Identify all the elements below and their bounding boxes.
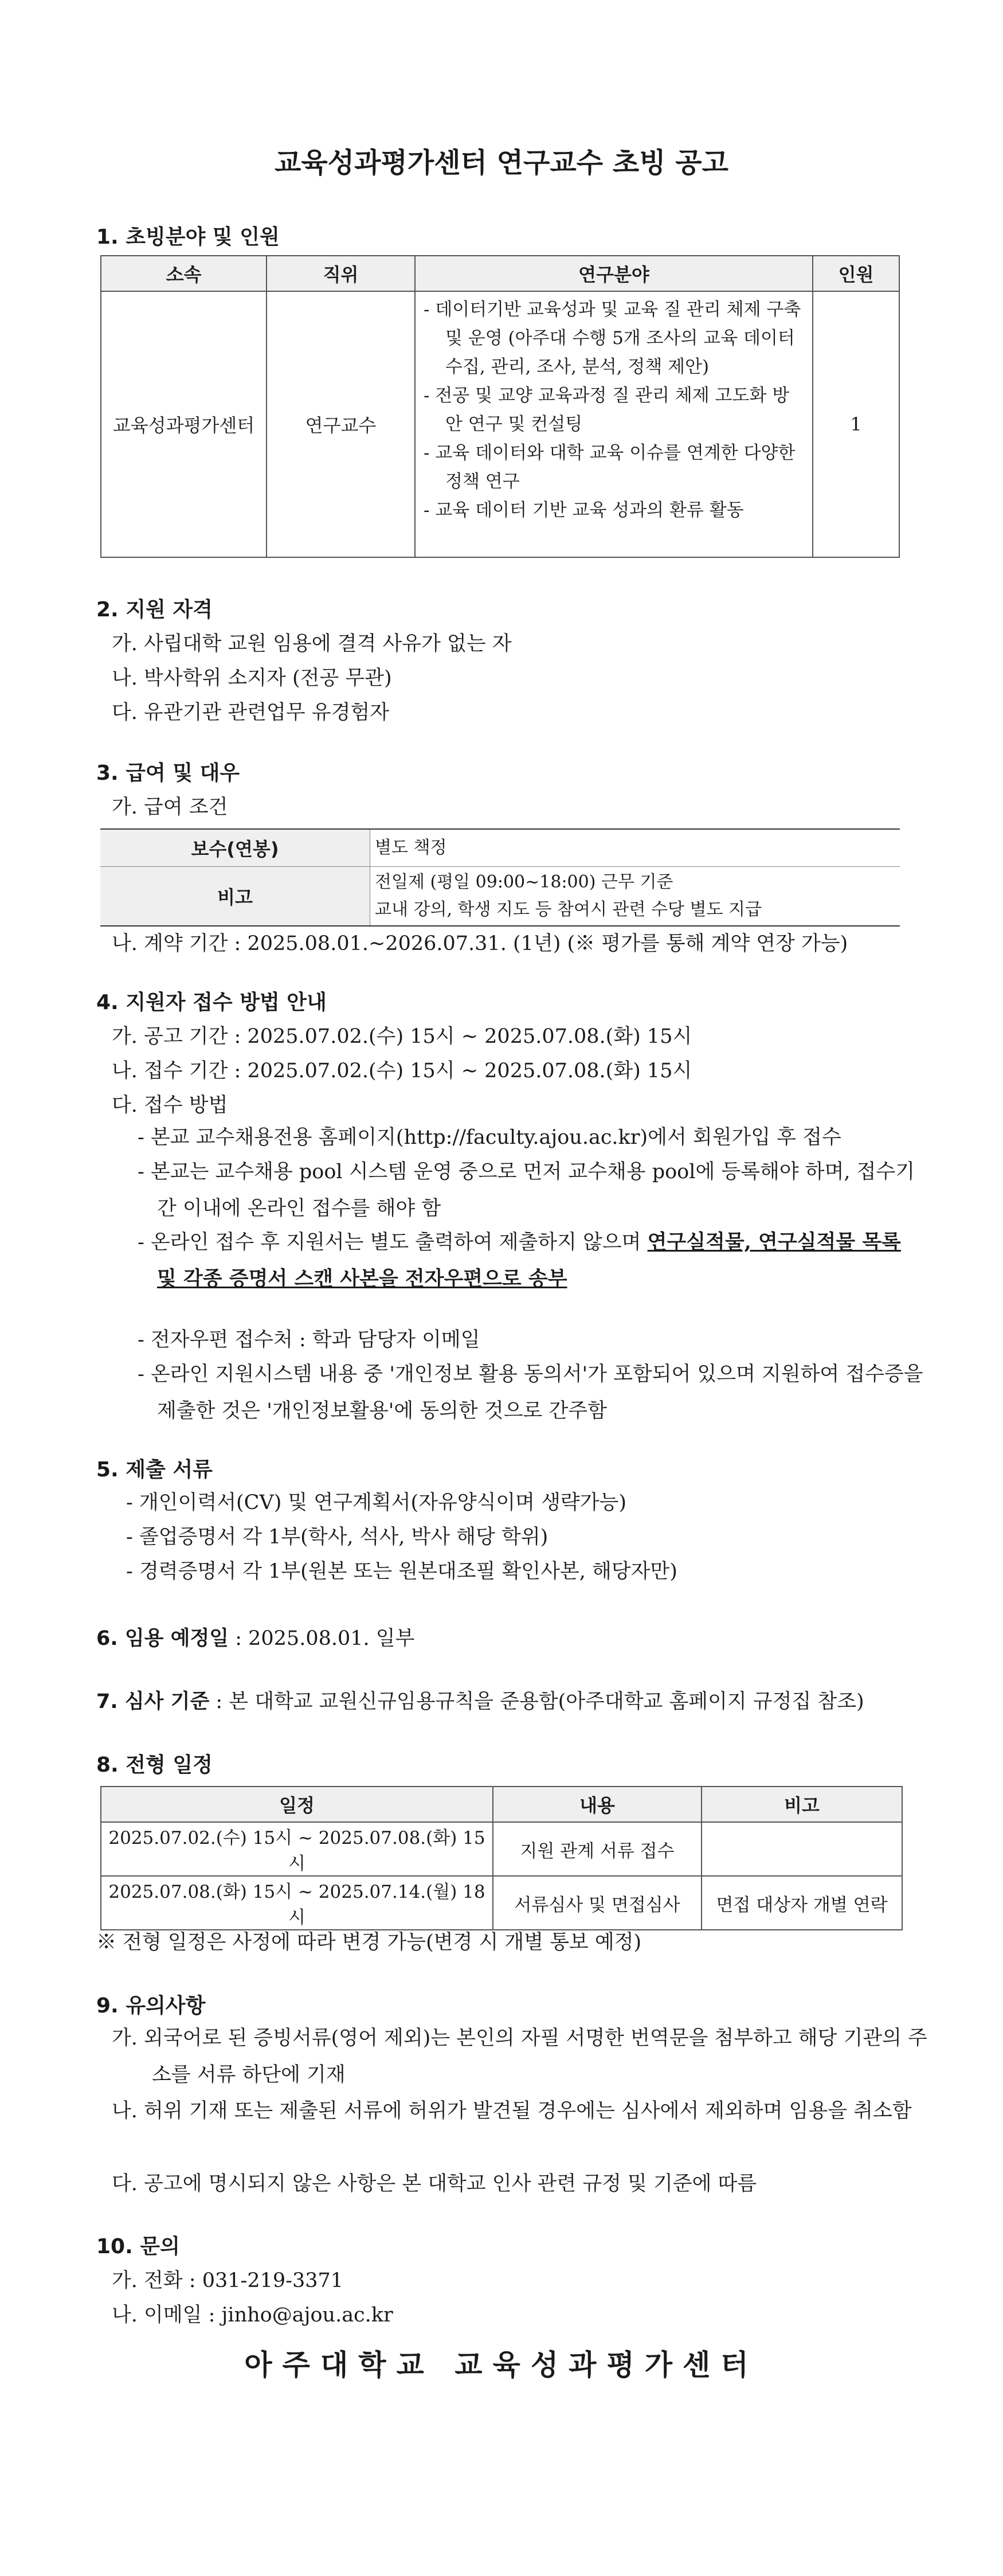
section-10-heading: 10. 문의 <box>96 2235 180 2258</box>
research-area-item: - 데이터기반 교육성과 및 교육 질 관리 체제 구축 및 운영 (아주대 수행 5개 조사의 교육 데이터 수집, 관리, 조사, 분석, 정책 제안) <box>424 299 801 377</box>
document-item: - 졸업증명서 각 1부(학사, 석사, 박사 해당 학위) <box>126 1526 548 1549</box>
qualification-item: 다. 유관기관 관련업무 유경험자 <box>112 701 390 724</box>
qualification-item: 나. 박사학위 소지자 (전공 무관) <box>112 667 392 690</box>
section-9-heading: 9. 유의사항 <box>96 1994 206 2018</box>
header-position: 직위 <box>267 256 415 291</box>
table-header-row <box>101 256 899 291</box>
section-3-heading: 3. 급여 및 대우 <box>96 761 240 785</box>
recruitment-table <box>100 255 900 558</box>
pay-value: 별도 책정 <box>370 829 900 867</box>
method-bullet-text: - 온라인 접수 후 지원서는 별도 출력하여 제출하지 않으며 <box>138 1231 648 1254</box>
section-4-heading: 4. 지원자 접수 방법 안내 <box>96 991 327 1014</box>
section-7-heading: 7. 심사 기준 <box>96 1690 210 1713</box>
schedule-note: ※ 전형 일정은 사정에 따라 변경 가능(변경 시 개별 통보 예정) <box>96 1931 642 1954</box>
header-content: 내용 <box>493 1787 702 1822</box>
notice-item: 다. 공고에 명시되지 않은 사항은 본 대학교 인사 관련 규정 및 기준에 따름 <box>112 2172 757 2195</box>
notice-item: 가. 외국어로 된 증빙서류(영어 제외)는 본인의 자필 서명한 번역문을 첨부하고 해당 기관의 주소를 서류 하단에 기재 <box>112 2027 927 2086</box>
header-remark: 비고 <box>702 1787 902 1822</box>
section-8-heading: 8. 전형 일정 <box>96 1753 213 1777</box>
section-1-heading: 1. 초빙분야 및 인원 <box>96 225 280 249</box>
note-row <box>100 867 900 927</box>
header-schedule: 일정 <box>101 1787 493 1822</box>
header-count: 인원 <box>813 256 899 291</box>
schedule-table <box>100 1786 903 1930</box>
table-row <box>101 291 899 557</box>
research-area-item: - 교육 데이터 기반 교육 성과의 환류 활동 <box>424 500 744 521</box>
dept-cell: 교육성과평가센터 <box>101 291 267 557</box>
method-bullet <box>138 1224 925 1297</box>
pay-table <box>100 828 900 927</box>
pay-row <box>100 829 900 867</box>
section-2-heading: 2. 지원 자격 <box>96 598 213 621</box>
note-line: 전일제 (평일 09:00~18:00) 근무 기준 <box>375 872 673 892</box>
review-criteria-value: : 본 대학교 교원신규임용규칙을 준용함(아주대학교 홈페이지 규정집 참조) <box>209 1690 864 1713</box>
research-area-item: - 전공 및 교양 교육과정 질 관리 체제 고도화 방안 연구 및 컨설팅 <box>424 385 790 435</box>
table-header-row <box>101 1787 902 1822</box>
application-period: 나. 접수 기간 : 2025.07.02.(수) 15시 ~ 2025.07.08.(화) 15시 <box>112 1060 692 1082</box>
issuer-footer: 아주대학교 교육성과평가센터 <box>244 2348 759 2382</box>
method-bullet: - 온라인 지원시스템 내용 중 '개인정보 활용 동의서'가 포함되어 있으며 지원하여 접수증을 제출한 것은 '개인정보활용'에 동의한 것으로 간주함 <box>138 1363 923 1422</box>
qualification-item: 가. 사립대학 교원 임용에 결격 사유가 없는 자 <box>112 632 512 655</box>
section-5-heading: 5. 제출 서류 <box>96 1458 213 1482</box>
header-dept: 소속 <box>101 256 267 291</box>
document-item: - 경력증명서 각 1부(원본 또는 원본대조필 확인사본, 해당자만) <box>126 1560 677 1583</box>
method-bullet: - 본교 교수채용전용 홈페이지(http://faculty.ajou.ac.kr)에서 회원가입 후 접수 <box>138 1126 841 1149</box>
method-bullet: - 본교는 교수채용 pool 시스템 운영 중으로 먼저 교수채용 pool에 등록해야 하며, 접수기간 이내에 온라인 접수를 해야 함 <box>138 1160 915 1220</box>
schedule-cell: 2025.07.02.(수) 15시 ~ 2025.07.08.(화) 15시 <box>101 1822 493 1876</box>
remark-cell <box>702 1822 902 1876</box>
note-line: 교내 강의, 학생 지도 등 참여시 관련 수당 별도 지급 <box>375 900 762 920</box>
page-title: 교육성과평가센터 연구교수 초빙 공고 <box>274 147 729 179</box>
header-research-area: 연구분야 <box>415 256 813 291</box>
position-cell: 연구교수 <box>267 291 415 557</box>
appointment-date-value: : 2025.08.01. 일부 <box>229 1627 415 1650</box>
contract-period: 나. 계약 기간 : 2025.08.01.~2026.07.31. (1년) (※ 평가를 통해 계약 연장 가능) <box>112 932 848 955</box>
content-cell: 서류심사 및 면접심사 <box>493 1876 702 1930</box>
count-cell: 1 <box>813 291 899 557</box>
method-bullet: - 전자우편 접수처 : 학과 담당자 이메일 <box>138 1328 480 1351</box>
note-value <box>370 867 900 927</box>
notice-period: 가. 공고 기간 : 2025.07.02.(수) 15시 ~ 2025.07.08.(화) 15시 <box>112 1025 692 1048</box>
contact-email: 나. 이메일 : jinho@ajou.ac.kr <box>112 2304 393 2327</box>
appointment-date <box>96 1623 414 1651</box>
pay-condition-label: 가. 급여 조건 <box>112 796 228 819</box>
note-label: 비고 <box>100 867 370 927</box>
content-cell: 지원 관계 서류 접수 <box>493 1822 702 1876</box>
pay-label: 보수(연봉) <box>100 829 370 867</box>
section-6-heading: 6. 임용 예정일 <box>96 1627 229 1650</box>
application-method-label: 다. 접수 방법 <box>112 1094 228 1117</box>
research-area-item: - 교육 데이터와 대학 교육 이슈를 연계한 다양한 정책 연구 <box>424 443 796 492</box>
schedule-cell: 2025.07.08.(화) 15시 ~ 2025.07.14.(월) 18시 <box>101 1876 493 1930</box>
table-row <box>101 1822 902 1876</box>
review-criteria <box>96 1686 864 1714</box>
document-item: - 개인이력서(CV) 및 연구계획서(자유양식이며 생략가능) <box>126 1491 627 1514</box>
notice-item: 나. 허위 기재 또는 제출된 서류에 허위가 발견될 경우에는 심사에서 제외하며 임용을 취소함 <box>112 2100 912 2122</box>
submission-emphasis: 연구실적물, 연구실적물 목록 및 각종 증명서 스캔 사본을 전자우편으로 송부 <box>157 1230 901 1291</box>
remark-cell: 면접 대상자 개별 연락 <box>702 1876 902 1930</box>
research-area-cell <box>415 291 813 557</box>
contact-phone: 가. 전화 : 031-219-3371 <box>112 2269 344 2292</box>
table-row <box>101 1876 902 1930</box>
